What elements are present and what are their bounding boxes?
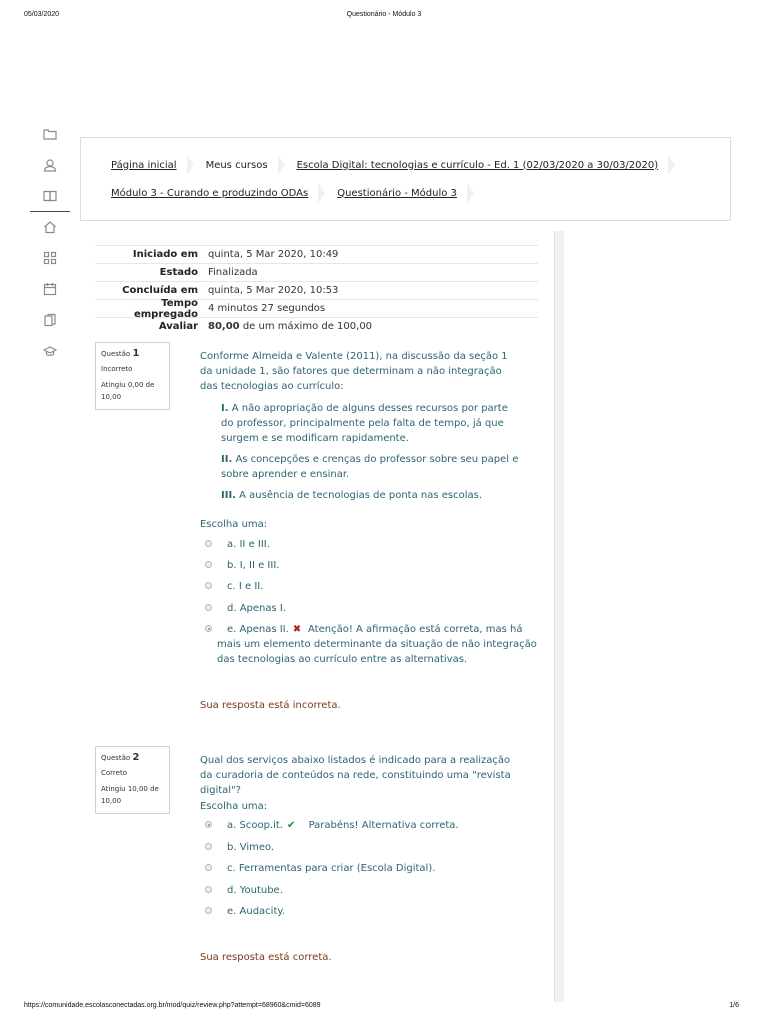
summary-label: Estado (159, 267, 198, 278)
book-icon[interactable] (30, 180, 70, 211)
breadcrumb-quiz-link[interactable]: Questionário - Módulo 3 (337, 187, 457, 199)
grid-icon[interactable] (30, 242, 70, 273)
summary-label: Concluída em (122, 285, 198, 296)
breadcrumb-separator (187, 155, 194, 175)
question-number: 1 (132, 348, 140, 359)
question-text: Conforme Almeida e Valente (2011), na discussão da seção 1 da unidade 1, são fatores que determinam a não integração das tecnologias ao currículo: (200, 351, 508, 392)
scrollbar[interactable] (554, 231, 564, 1002)
question-grade: Atingiu 10,00 de 10,00 (101, 785, 159, 805)
radio-button[interactable] (205, 561, 212, 568)
breadcrumb-module-link[interactable]: Módulo 3 - Curando e produzindo ODAs (111, 187, 309, 199)
option-label: d. Apenas I. (227, 603, 287, 614)
breadcrumb-course-link[interactable]: Escola Digital: tecnologias e currículo - Ed. 1 (02/03/2020 a 30/03/2020) (296, 159, 659, 171)
option-text: e. Apenas II. (227, 624, 289, 635)
breadcrumb-row-1 (111, 155, 687, 175)
calendar-icon[interactable] (30, 273, 70, 304)
question-grade: Atingiu 0,00 de 10,00 (101, 381, 155, 401)
summary-row-time (95, 297, 538, 320)
radio-button[interactable] (205, 843, 212, 850)
incorrect-icon: ✖ (292, 624, 302, 635)
graduation-cap-icon[interactable] (30, 335, 70, 366)
sidebar-nav (30, 118, 70, 366)
statement-number: I. (221, 403, 229, 414)
option-label: c. Ferramentas para criar (Escola Digital). (227, 863, 436, 874)
result-message: Sua resposta está correta. (200, 952, 332, 963)
users-icon[interactable] (30, 149, 70, 180)
summary-value: Finalizada (208, 267, 258, 278)
breadcrumb-separator (318, 183, 325, 203)
correct-icon: ✔ (286, 820, 296, 831)
attempt-summary-table (95, 245, 538, 335)
summary-label: Iniciado em (132, 249, 198, 260)
print-date: 05/03/2020 (24, 11, 60, 18)
option-feedback: Atenção! A afirmação está correta, mas há mais um elemento determinante da situação de não integração das tecnologias ao currículo entre as alternativas. (217, 624, 537, 665)
folder-icon[interactable] (30, 118, 70, 149)
print-title: Questionário - Módulo 3 (346, 11, 422, 18)
scrollbar-thumb[interactable] (556, 231, 563, 239)
option-label: b. Vimeo. (227, 842, 275, 853)
option-label: e. Audacity. (227, 906, 286, 917)
option-e[interactable] (205, 622, 535, 668)
question-status: Correto (101, 769, 127, 777)
breadcrumb-my-courses-link[interactable]: Meus cursos (205, 159, 268, 171)
result-message: Sua resposta está incorreta. (200, 700, 341, 711)
option-label: d. Youtube. (227, 885, 283, 896)
statement-text: As concepções e crenças do professor sobre seu papel e sobre aprender e ensinar. (221, 454, 519, 480)
choose-one-label: Escolha uma: (200, 801, 268, 812)
breadcrumb-home-link[interactable]: Página inicial (111, 159, 177, 171)
radio-button[interactable] (205, 886, 212, 893)
breadcrumb-row-2 (111, 183, 486, 203)
statement-text: A ausência de tecnologias de ponta nas escolas. (239, 490, 483, 501)
statement-number: III. (221, 490, 236, 501)
radio-button[interactable] (205, 604, 212, 611)
statement-3 (221, 488, 521, 503)
choose-one-label: Escolha uma: (200, 519, 268, 530)
statement-number: II. (221, 454, 233, 465)
option-feedback: Parabéns! Alternativa correta. (308, 820, 459, 831)
breadcrumb (80, 137, 731, 221)
option-label: b. I, II e III. (227, 560, 280, 571)
summary-value: quinta, 5 Mar 2020, 10:49 (208, 249, 339, 260)
grade-max: de um máximo de 100,00 (242, 321, 373, 332)
summary-label: Tempo empregado (133, 297, 198, 320)
statement-text: A não apropriação de alguns desses recursos por parte do professor, principalmente pela falta de tempo, já que surgem e se modificam rapidamente. (221, 403, 508, 444)
grade-score: 80,00 (208, 321, 240, 332)
radio-button[interactable] (205, 907, 212, 914)
print-page-number: 1/6 (729, 1002, 739, 1009)
summary-value: 4 minutos 27 segundos (208, 303, 326, 314)
option-label: a. II e III. (227, 539, 270, 550)
question-info-1 (95, 342, 170, 410)
statement-1 (221, 401, 521, 446)
statement-2 (221, 452, 521, 482)
breadcrumb-separator (467, 183, 474, 203)
radio-button-selected[interactable] (205, 625, 212, 632)
print-header (0, 11, 768, 21)
summary-row-completed (95, 281, 538, 299)
question-label: Questão (101, 754, 131, 762)
breadcrumb-separator (668, 155, 675, 175)
question-number: 2 (132, 752, 140, 763)
files-icon[interactable] (30, 304, 70, 335)
summary-value (208, 321, 372, 332)
option-label: c. I e II. (227, 581, 264, 592)
radio-button[interactable] (205, 864, 212, 871)
question-text: Qual dos serviços abaixo listados é indicado para a realização da curadoria de conteúdos na rede, constituindo uma "revista digital"? (200, 755, 511, 796)
question-info-2 (95, 746, 170, 814)
home-icon[interactable] (30, 211, 70, 242)
print-url: https://comunidade.escolasconectadas.org.br/mod/quiz/review.php?attempt=68960&cmid=6089 (24, 1002, 321, 1009)
print-footer (0, 1002, 768, 1012)
radio-button[interactable] (205, 582, 212, 589)
question-label: Questão (101, 350, 131, 358)
question-status: Incorreto (101, 365, 133, 373)
summary-label: Avaliar (158, 321, 198, 332)
radio-button[interactable] (205, 540, 212, 547)
radio-button-selected[interactable] (205, 821, 212, 828)
summary-row-started (95, 245, 538, 263)
summary-row-grade (95, 317, 538, 335)
breadcrumb-separator (278, 155, 285, 175)
option-label (227, 818, 459, 833)
summary-row-state (95, 263, 538, 281)
summary-value: quinta, 5 Mar 2020, 10:53 (208, 285, 339, 296)
option-text: a. Scoop.it. (227, 820, 283, 831)
